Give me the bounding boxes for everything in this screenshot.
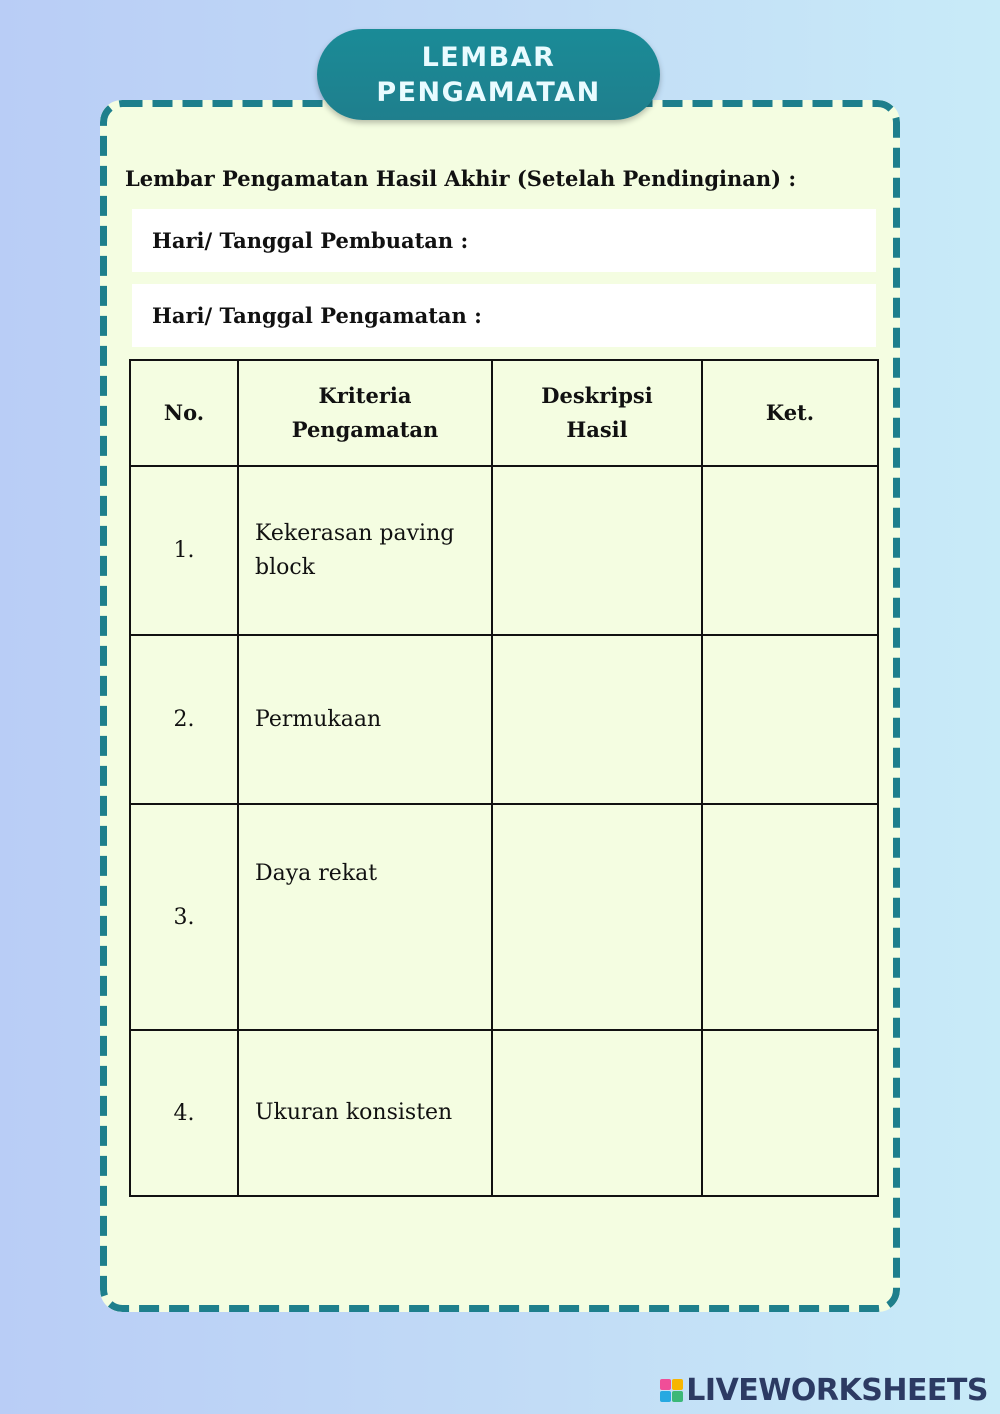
row-kriteria: Kekerasan paving block	[238, 466, 492, 635]
field-label-pembuatan: Hari/ Tanggal Pembuatan :	[152, 228, 469, 253]
row-number: 1.	[130, 466, 238, 635]
header-no: No.	[130, 360, 238, 466]
field-label-pengamatan: Hari/ Tanggal Pengamatan :	[152, 303, 482, 328]
liveworksheets-brand[interactable]	[660, 1373, 988, 1408]
field-tanggal-pengamatan[interactable]	[132, 284, 876, 347]
header-deskripsi-label: Deskripsi Hasil	[541, 383, 653, 442]
liveworksheets-logo-icon	[660, 1379, 683, 1402]
field-tanggal-pembuatan[interactable]	[132, 209, 876, 272]
row-deskripsi-cell[interactable]	[492, 635, 702, 804]
row-deskripsi-cell[interactable]	[492, 804, 702, 1030]
row-kriteria: Daya rekat	[238, 804, 492, 1030]
row-kriteria: Ukuran konsisten	[238, 1030, 492, 1196]
row-number: 3.	[130, 804, 238, 1030]
header-kriteria-label: Kriteria Pengamatan	[291, 383, 439, 442]
logo-square-blue	[660, 1391, 671, 1402]
row-deskripsi-cell[interactable]	[492, 466, 702, 635]
brand-name: LIVEWORKSHEETS	[686, 1373, 988, 1408]
row-ket-cell[interactable]	[702, 635, 878, 804]
row-ket-cell[interactable]	[702, 466, 878, 635]
logo-square-yellow	[672, 1379, 683, 1390]
table-header-row	[130, 360, 878, 466]
row-number: 2.	[130, 635, 238, 804]
table-row	[130, 1030, 878, 1196]
title-banner	[317, 29, 660, 120]
row-ket-cell[interactable]	[702, 1030, 878, 1196]
header-ket: Ket.	[702, 360, 878, 466]
table-row	[130, 466, 878, 635]
title-line-1: LEMBAR	[421, 41, 556, 73]
row-kriteria: Permukaan	[238, 635, 492, 804]
row-deskripsi-cell[interactable]	[492, 1030, 702, 1196]
logo-square-pink	[660, 1379, 671, 1390]
table-row	[130, 804, 878, 1030]
observation-table	[129, 359, 879, 1197]
header-kriteria	[238, 360, 492, 466]
title-line-2: PENGAMATAN	[376, 76, 601, 108]
row-number: 4.	[130, 1030, 238, 1196]
logo-square-green	[672, 1391, 683, 1402]
header-deskripsi	[492, 360, 702, 466]
table-row	[130, 635, 878, 804]
row-ket-cell[interactable]	[702, 804, 878, 1030]
section-heading: Lembar Pengamatan Hasil Akhir (Setelah Pendinginan) :	[125, 166, 797, 191]
